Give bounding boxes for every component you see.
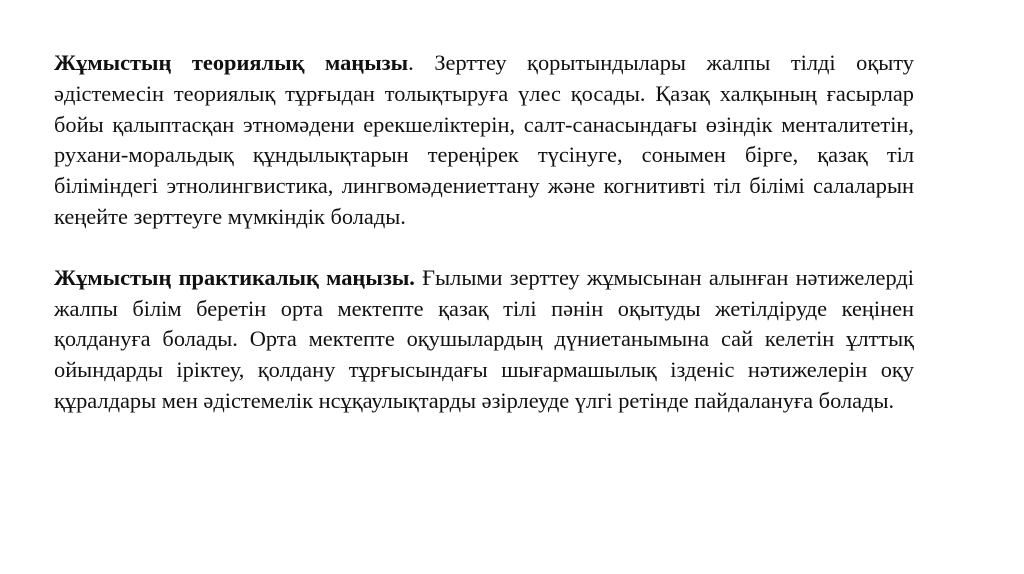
theoretical-significance-text: Зерттеу қорытындылары жалпы тілді оқыту әдістемесін теориялық тұрғыдан толықтыруға үлес қосады. Қазақ халқының ғасырлар бойы қалыптасқан этномәдени ерекшеліктерін, салт-санасындағы өзіндік менталитетін, рухани-моральдық құндылықтарын тереңірек түсінуге, сонымен бірге, қазақ тіл біліміндегі этнолингвистика, лингвомәдениеттану және когнитивті тіл білімі салаларын кеңейте зерттеуге мүмкіндік болады. bbox=[54, 50, 914, 229]
theoretical-significance-heading: Жұмыстың теориялық маңызы bbox=[54, 50, 409, 75]
slide-content bbox=[54, 48, 914, 417]
practical-significance-heading: Жұмыстың практикалық маңызы. bbox=[54, 264, 415, 290]
practical-significance-text: Ғылыми зерттеу жұмысынан алынған нәтижелерді жалпы білім беретін орта мектепте қазақ тілі пәнін оқытуды жетілдіруде кеңінен қолдануға болады. Орта мектепте оқушылардың дүниетанымына сай келетін ұлттық ойындарды іріктеу, қолдану тұрғысындағы шығармашылық ізденіс нәтижелерін оқу құралдары мен әдістемелік нсұқаулықтарды әзірлеуде үлгі ретінде пайдалануға болады. bbox=[54, 264, 914, 413]
theoretical-significance-separator: . bbox=[408, 50, 414, 75]
practical-significance-paragraph bbox=[54, 263, 914, 417]
theoretical-significance-paragraph bbox=[54, 48, 914, 233]
